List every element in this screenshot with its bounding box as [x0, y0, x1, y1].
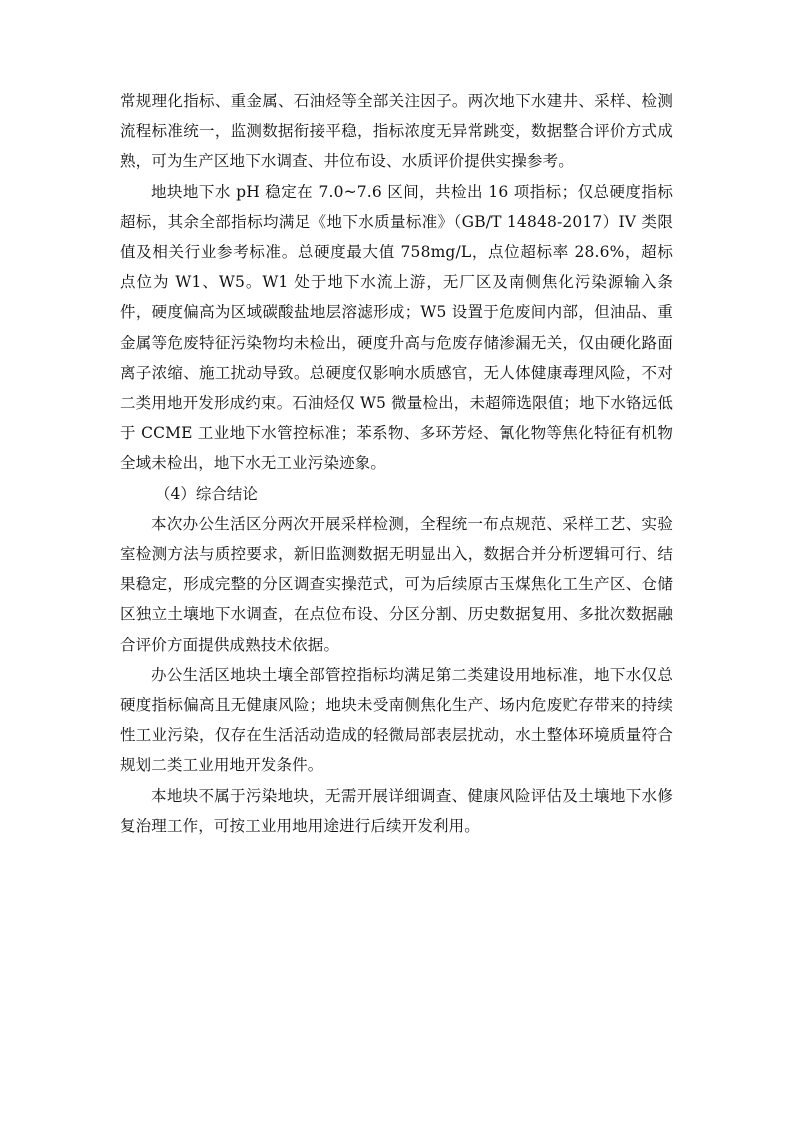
- body-paragraph: 地块地下水 pH 稳定在 7.0~7.6 区间，共检出 16 项指标；仅总硬度指标超标，其余全部指标均满足《地下水质量标准》（GB/T 14848-2017）IV 类限值及相关行业参考标准。总硬度最大值 758mg/L，点位超标率 28.6%，超标点位为 W1、W5。W1 处于地下水流上游，无厂区及南侧焦化污染源输入条件，硬度偏高为区域碳酸盐地层溶滤形成；W5 设置于危废间内部，但油品、重金属等危废特征污染物均未检出，硬度升高与危废存储渗漏无关，仅由硬化路面离子浓缩、施工扰动导致。总硬度仅影响水质感官，无人体健康毒理风险，不对二类用地开发形成约束。石油烃仅 W5 微量检出，未超筛选限值；地下水铬远低于 CCME 工业地下水管控标准；苯系物、多环芳烃、氰化物等焦化特征有机物全域未检出，地下水无工业污染迹象。: [120, 182, 673, 473]
- conclusion-paragraph: 本次办公生活区分两次开展采样检测，全程统一布点规范、采样工艺、实验室检测方法与质控要求，新旧监测数据无明显出入，数据合并分析逻辑可行、结果稳定，形成完整的分区调查实操范式，可为后续原古玉煤焦化工生产区、仓储区独立土壤地下水调查，在点位布设、分区分割、历史数据复用、多批次数据融合评价方面提供成熟技术依据。: [120, 514, 673, 654]
- body-paragraph: 常规理化指标、重金属、石油烃等全部关注因子。两次地下水建井、采样、检测流程标准统一，监测数据衔接平稳，指标浓度无异常跳变，数据整合评价方式成熟，可为生产区地下水调查、井位布设、水质评价提供实操参考。: [120, 92, 673, 171]
- conclusion-paragraph: 办公生活区地块土壤全部管控指标均满足第二类建设用地标准，地下水仅总硬度指标偏高且无健康风险；地块未受南侧焦化生产、场内危废贮存带来的持续性工业污染，仅存在生活活动造成的轻微局部表层扰动，水土整体环境质量符合规划二类工业用地开发条件。: [120, 665, 673, 775]
- document-body: [120, 86, 673, 841]
- conclusion-paragraph: 本地块不属于污染地块，无需开展详细调查、健康风险评估及土壤地下水修复治理工作，可按工业用地用途进行后续开发利用。: [120, 786, 673, 835]
- section-heading: （4）综合结论: [155, 484, 258, 503]
